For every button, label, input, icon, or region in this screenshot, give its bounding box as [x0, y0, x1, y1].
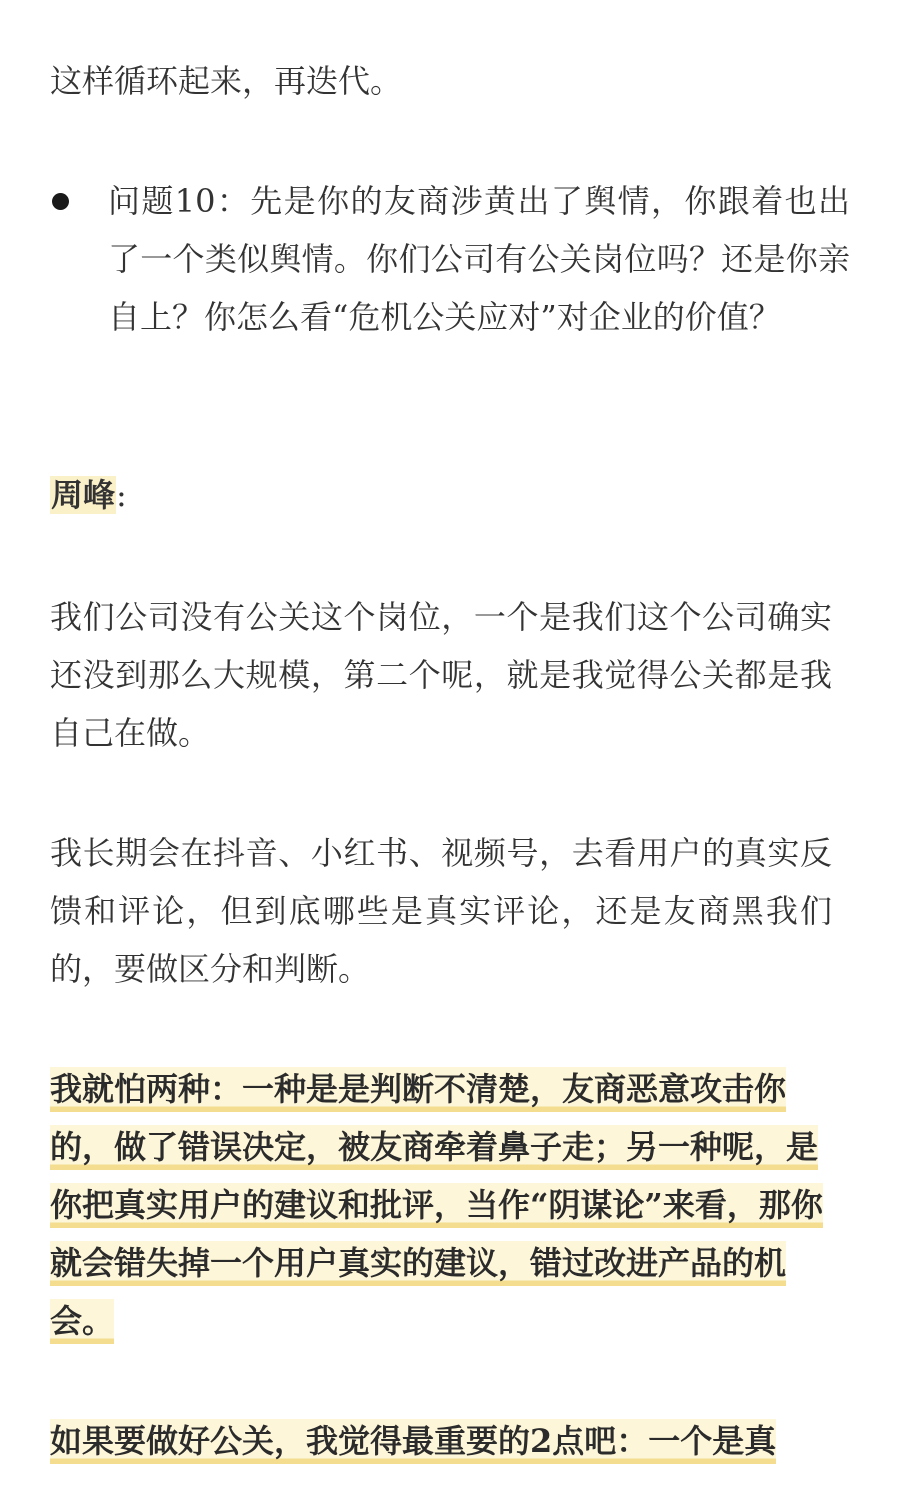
- speaker-colon: :: [116, 476, 127, 514]
- question-text: 问题10：先是你的友商涉黄出了舆情，你跟着也出了一个类似舆情。你们公司有公关岗位吗？还是你亲自上？你怎么看“危机公关应对”对企业的价值？: [108, 182, 850, 336]
- speaker-name: 周峰: [51, 476, 116, 514]
- highlighted-paragraph-1: [50, 1060, 840, 1350]
- answer-paragraph-1: 我们公司没有公关这个岗位，一个是我们这个公司确实还没到那么大规模，第二个呢，就是我觉得公关都是我自己在做。: [50, 598, 832, 752]
- speaker-label: [50, 470, 127, 520]
- highlight-mark-1: 我就怕两种：一种是是判断不清楚，友商恶意攻击你的，做了错误决定，被友商牵着鼻子走；另一种呢，是你把真实用户的建议和批评，当作“阴谋论”来看，那你就会错失掉一个用户真实的建议，错过改进产品的机会。: [50, 1067, 823, 1344]
- highlighted-paragraph-2: [50, 1412, 840, 1470]
- answer-paragraph-2: 我长期会在抖音、小红书、视频号，去看用户的真实反馈和评论，但到底哪些是真实评论，还是友商黑我们的，要做区分和判断。: [50, 834, 832, 988]
- paragraph-intro: 这样循环起来，再迭代。: [50, 62, 403, 100]
- bullet-icon: [52, 193, 69, 210]
- highlight-mark-2: 如果要做好公关，我觉得最重要的2点吧：一个是真: [50, 1419, 776, 1464]
